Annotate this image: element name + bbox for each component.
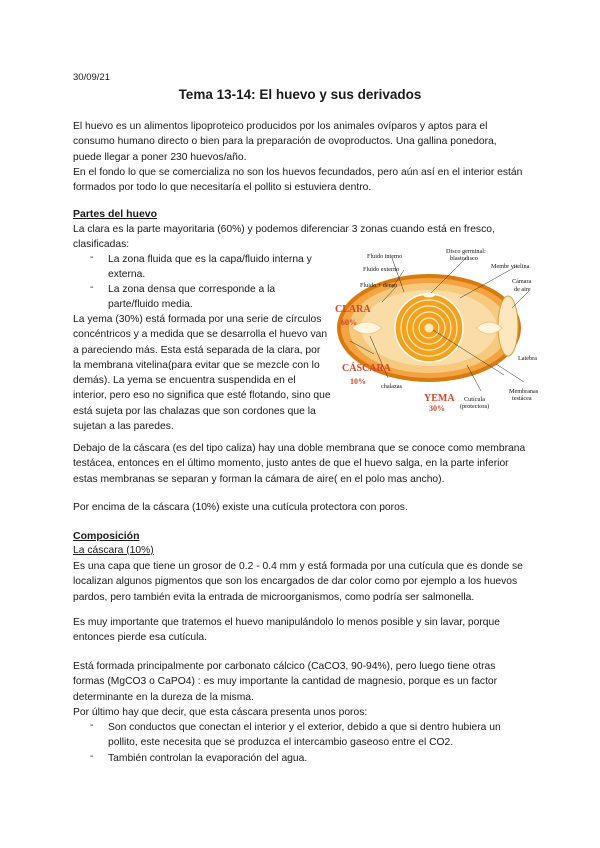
label-yema-pct: 30% <box>429 404 445 413</box>
yema-paragraph: La yema (30%) está formada por una serie de círculos concéntricos y a medida que se desarrolla el huevo van a pareciendo más. Esta está separada de la clara, por la membrana vitelina(para evitar que se mezcle con lo demás). La yema se encuentra suspendida en el interior, pero eso no significa que esté flotando, sino que está sujeta por las chalazas que son cordones que la sujetan a las paredes. <box>73 314 331 433</box>
intro-paragraph-1: El huevo es un alimentos lipoproteico producidos por los animales ovíparos y aptos para el consumo humano directo o bien para la preparación de ovoproductos. Una gallina ponedora, puede llegar a poner 230 huevos/año. <box>73 121 497 163</box>
label-cuticula: Cutícula <box>464 396 485 403</box>
section-heading-composicion: Composición <box>73 530 140 542</box>
page-title: Tema 13-14: El huevo y sus derivados <box>178 87 422 102</box>
germinal-disc <box>423 293 435 298</box>
cuticula-paragraph: Por encima de la cáscara (10%) existe una cutícula protectora con poros. <box>73 502 408 513</box>
label-fluido-interno: Fluido interno <box>367 253 403 260</box>
label-camara: Cámara <box>512 278 532 285</box>
clara-bullet-2: La zona densa que corresponde a la parte/fluido media. <box>108 284 276 311</box>
label-membr-vitelina: Membr vitelina <box>491 263 530 270</box>
label-fluido-externo: Fluido externo <box>363 266 400 273</box>
label-membranas: Membranas <box>509 388 539 395</box>
label-yema: YEMA <box>424 393 455 404</box>
label-testacea: testácea <box>512 395 532 402</box>
poros-bullet-1: Son conductos que conectan el interior y el exterior, debido a que si dentro hubiera un pollito, este necesita que se produzca el intercambio gaseoso entre el CO2. <box>108 722 501 749</box>
subheading-cascara: La cáscara (10%) <box>73 545 154 556</box>
membrana-paragraph: Debajo de la cáscara (es del tipo caliza) hay una doble membrana que se conoce como membrana testácea, entonces en el último momento, justo antes de que el huevo salga, en la parte inferior estas membranas se separan y forman la cámara de aire( en el polo mas ancho). <box>73 443 526 485</box>
bullet-dash: - <box>90 751 94 762</box>
clara-bullet-1: La zona fluida que es la capa/fluido interna y externa. <box>108 254 312 281</box>
document-date: 30/09/21 <box>73 72 110 83</box>
label-clara: CLARA <box>335 304 371 315</box>
intro-paragraph-2: En el fondo lo que se comercializa no son los huevos fecundados, pero aún así en el interior están formados por todo lo que necesitaría el pollito si estuviera dentro. <box>73 167 523 194</box>
section-heading-partes: Partes del huevo <box>73 208 158 220</box>
clara-paragraph: La clara es la parte mayoritaria (60%) y podemos diferenciar 3 zonas cuando está en fresco, clasificadas: <box>73 224 495 251</box>
composicion-paragraph-3: Está formada principalmente por carbonato cálcico (CaCO3, 90-94%), pero luego tiene otras formas (MgCO3 o CaPO4) : es muy importante la cantidad de magnesio, porque es un factor determinante en la dureza de la misma. <box>73 661 498 703</box>
bullet-dash: - <box>90 252 94 263</box>
label-disco-germinal: Disco germinal: <box>446 248 486 255</box>
bullet-dash: - <box>90 282 94 293</box>
latebra <box>425 324 434 333</box>
label-cascara: CÁSCARA <box>342 363 391 374</box>
label-fluido-denso: Fluido + denso <box>360 282 398 289</box>
label-chalazas: chalazas <box>381 383 402 390</box>
label-protectora: (protectora) <box>460 403 490 410</box>
poros-bullet-2: También controlan la evaporación del agua. <box>108 753 308 764</box>
bullet-dash: - <box>90 720 94 731</box>
egg-diagram <box>332 246 539 413</box>
label-latebra: Latebra <box>518 355 537 362</box>
composicion-paragraph-4: Por último hay que decir, que esta cáscara presenta unos poros: <box>73 707 368 718</box>
label-de-aire: de aire <box>514 286 531 293</box>
composicion-paragraph-1: Es una capa que tiene un grosor de 0.2 - 0.4 mm y está formada por una cutícula que es donde se localizan algunos pigmentos que son los encargados de dar color como por ejemplo a los huevos pardos, pero también evita la entrada de microorganismos, como podría ser salmonella. <box>73 561 523 603</box>
label-clara-pct: 60% <box>341 318 357 327</box>
label-blastodisco: blastodisco <box>450 255 478 262</box>
label-cascara-pct: 10% <box>350 377 366 386</box>
composicion-paragraph-2: Es muy importante que tratemos el huevo manipulándolo lo menos posible y sin lavar, porque entonces pierde esa cutícula. <box>73 617 500 644</box>
